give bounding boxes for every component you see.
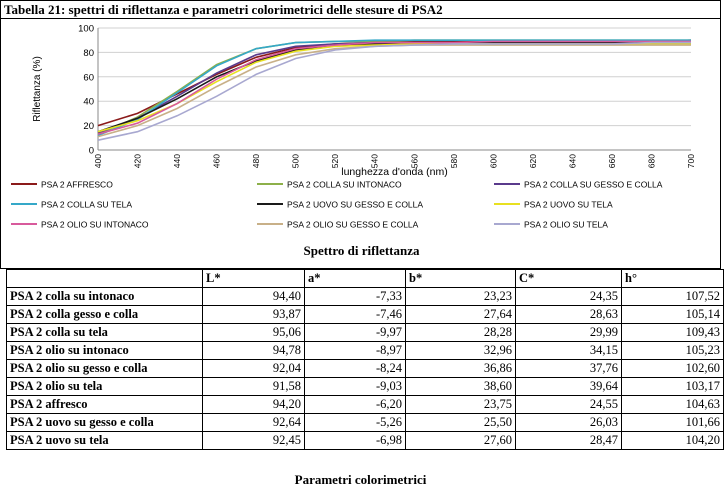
- x-tick-label: 500: [290, 154, 301, 169]
- x-tick-label: 560: [409, 154, 420, 169]
- y-tick-label: 0: [88, 145, 94, 157]
- legend-label: PSA 2 COLLA SU GESSO E COLLA: [524, 179, 663, 190]
- header-cell: L*: [203, 270, 305, 288]
- row-label: PSA 2 colla su tela: [7, 324, 203, 342]
- x-tick-label: 420: [132, 154, 143, 169]
- value-cell: 104,20: [622, 432, 724, 450]
- legend-label: PSA 2 OLIO SU INTONACO: [41, 219, 149, 230]
- legend-label: PSA 2 OLIO SU TELA: [524, 219, 608, 230]
- table-row: [7, 396, 724, 414]
- legend-label: PSA 2 UOVO SU TELA: [524, 199, 613, 210]
- table-row: [7, 414, 724, 432]
- table-row: [7, 324, 724, 342]
- x-tick-label: 640: [567, 154, 578, 169]
- table-row: [7, 288, 724, 306]
- value-cell: 24,35: [516, 288, 622, 306]
- value-cell: 27,60: [406, 432, 516, 450]
- value-cell: -9,97: [305, 324, 406, 342]
- value-cell: 93,87: [203, 306, 305, 324]
- y-axis-title: Riflettanza (%): [32, 56, 43, 122]
- value-cell: -8,97: [305, 342, 406, 360]
- x-tick-label: 540: [369, 154, 380, 169]
- table-header-row: [7, 270, 724, 288]
- legend-label: PSA 2 AFFRESCO: [41, 179, 113, 190]
- series-line-3: [98, 43, 691, 133]
- series-line-7: [98, 41, 691, 134]
- y-tick-label: 80: [83, 47, 94, 59]
- table-row: [7, 342, 724, 360]
- value-cell: 28,63: [516, 306, 622, 324]
- x-tick-label: 660: [606, 154, 617, 169]
- value-cell: 94,78: [203, 342, 305, 360]
- value-cell: 107,52: [622, 288, 724, 306]
- value-cell: -6,98: [305, 432, 406, 450]
- header-cell: b*: [406, 270, 516, 288]
- x-tick-label: 680: [646, 154, 657, 169]
- value-cell: 27,64: [406, 306, 516, 324]
- header-cell: C*: [516, 270, 622, 288]
- y-tick-label: 20: [83, 121, 94, 133]
- value-cell: 24,55: [516, 396, 622, 414]
- reflectance-chart: [1, 19, 720, 236]
- row-label: PSA 2 olio su intonaco: [7, 342, 203, 360]
- value-cell: -7,33: [305, 288, 406, 306]
- value-cell: 28,28: [406, 324, 516, 342]
- value-cell: 103,17: [622, 378, 724, 396]
- header-cell: a*: [305, 270, 406, 288]
- value-cell: 23,75: [406, 396, 516, 414]
- row-label: PSA 2 uovo su gesso e colla: [7, 414, 203, 432]
- value-cell: 34,15: [516, 342, 622, 360]
- value-cell: -9,03: [305, 378, 406, 396]
- y-tick-label: 100: [78, 23, 94, 35]
- row-label: PSA 2 colla su intonaco: [7, 288, 203, 306]
- series-line-2: [98, 40, 691, 134]
- value-cell: 39,64: [516, 378, 622, 396]
- value-cell: 29,99: [516, 324, 622, 342]
- row-label: PSA 2 affresco: [7, 396, 203, 414]
- value-cell: 94,20: [203, 396, 305, 414]
- x-tick-label: 400: [93, 154, 103, 169]
- x-tick-label: 600: [488, 154, 499, 169]
- series-line-5: [98, 43, 691, 132]
- table-title-row: [0, 0, 721, 19]
- chart-frame: [0, 19, 721, 236]
- value-cell: 32,96: [406, 342, 516, 360]
- x-tick-label: 620: [527, 154, 538, 169]
- value-cell: 95,06: [203, 324, 305, 342]
- x-tick-label: 580: [448, 154, 459, 169]
- value-cell: -6,20: [305, 396, 406, 414]
- table-row: [7, 378, 724, 396]
- value-cell: 105,14: [622, 306, 724, 324]
- legend-label: PSA 2 OLIO SU GESSO E COLLA: [287, 219, 419, 230]
- colorimetric-table: [6, 269, 724, 450]
- x-tick-label: 440: [172, 154, 183, 169]
- value-cell: 92,04: [203, 360, 305, 378]
- x-tick-label: 480: [251, 154, 262, 169]
- x-tick-label: 460: [211, 154, 222, 169]
- spectrum-caption-frame: [0, 236, 721, 269]
- header-corner: [7, 270, 203, 288]
- value-cell: 36,86: [406, 360, 516, 378]
- x-axis-title: lunghezza d'onda (nm): [341, 166, 448, 178]
- x-tick-label: 520: [330, 154, 341, 169]
- table-row: [7, 360, 724, 378]
- spectrum-caption: Spettro di riflettanza: [303, 243, 420, 258]
- table-row: [7, 306, 724, 324]
- row-label: PSA 2 uovo su tela: [7, 432, 203, 450]
- table-title: Tabella 21: spettri di riflettanza e parametri colorimetrici delle stesure di PSA2: [4, 2, 443, 17]
- table-row: [7, 432, 724, 450]
- series-line-1: [98, 40, 691, 125]
- value-cell: 26,03: [516, 414, 622, 432]
- series-line-4: [98, 40, 691, 135]
- value-cell: -7,46: [305, 306, 406, 324]
- row-label: PSA 2 colla gesso e colla: [7, 306, 203, 324]
- value-cell: 94,40: [203, 288, 305, 306]
- legend-label: PSA 2 COLLA SU INTONACO: [287, 179, 402, 190]
- value-cell: 28,47: [516, 432, 622, 450]
- value-cell: 102,60: [622, 360, 724, 378]
- value-cell: 104,63: [622, 396, 724, 414]
- value-cell: 101,66: [622, 414, 724, 432]
- legend-label: PSA 2 UOVO SU GESSO E COLLA: [287, 199, 424, 210]
- value-cell: 109,43: [622, 324, 724, 342]
- value-cell: 37,76: [516, 360, 622, 378]
- value-cell: 92,64: [203, 414, 305, 432]
- series-line-6: [98, 44, 691, 132]
- value-cell: 25,50: [406, 414, 516, 432]
- row-label: PSA 2 olio su tela: [7, 378, 203, 396]
- header-cell: h°: [622, 270, 724, 288]
- y-tick-label: 60: [83, 72, 94, 84]
- x-tick-label: 700: [686, 154, 696, 169]
- value-cell: -5,26: [305, 414, 406, 432]
- value-cell: -8,24: [305, 360, 406, 378]
- row-label: PSA 2 olio su gesso e colla: [7, 360, 203, 378]
- y-tick-label: 40: [83, 96, 94, 108]
- value-cell: 91,58: [203, 378, 305, 396]
- params-caption: Parametri colorimetrici: [294, 472, 427, 487]
- legend-label: PSA 2 COLLA SU TELA: [41, 199, 133, 210]
- value-cell: 23,23: [406, 288, 516, 306]
- value-cell: 38,60: [406, 378, 516, 396]
- value-cell: 92,45: [203, 432, 305, 450]
- value-cell: 105,23: [622, 342, 724, 360]
